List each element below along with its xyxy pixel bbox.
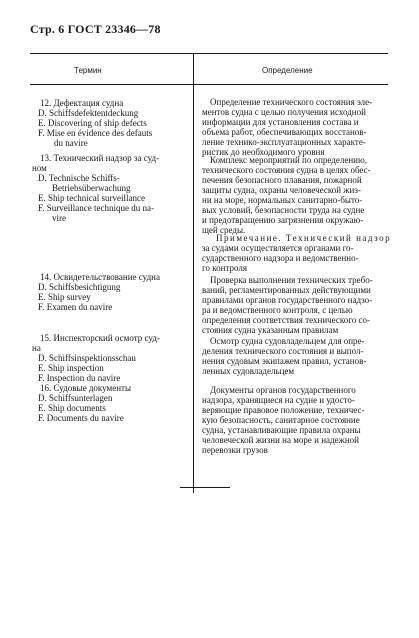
definition-line: определения соответствия технического со- <box>202 315 371 325</box>
term-14 <box>32 272 187 312</box>
term-line: 16. Судовые документы <box>40 383 132 393</box>
term-line: E. Ship technical surveillance <box>38 193 145 203</box>
definition-line: технического состояния судна в целях обес- <box>202 165 371 175</box>
term-line: D. Schiffsinspektionsschau <box>38 353 136 363</box>
definition-line: деления технического состояния и выпол- <box>202 346 364 356</box>
definition-line: вых условий, безопасности труда на судне <box>202 205 365 215</box>
term-line: D. Technische Schiffs- <box>38 173 120 183</box>
page-header: Стр. 6 ГОСТ 23346—78 <box>30 22 161 36</box>
definition-line: защиты судна, охраны человеческой жиз- <box>202 185 361 195</box>
note-line: за судами осуществляется органами го- <box>202 243 354 253</box>
definition-line: веряющие правовое положение, техничес- <box>202 405 365 415</box>
note-line: Примечание. Технический надзор <box>216 233 392 243</box>
table-header-row <box>30 53 388 85</box>
term-line: 12. Дефектация судна <box>40 98 124 108</box>
definition-line: Осмотр судна судовладельцем для опре- <box>210 336 365 346</box>
term-line: du navire <box>54 138 88 148</box>
definition-line: Комплекс мероприятий по определению, <box>210 155 367 165</box>
definition-line: судна, устанавливающие правила охраны <box>202 425 361 435</box>
definition-line: ни на море, нормальных санитарно-быто- <box>202 195 363 205</box>
definition-line: стояния судна указанным правилам <box>202 325 339 335</box>
term-line: на <box>32 343 41 353</box>
term-line: E. Ship inspection <box>38 363 104 373</box>
definition-line: Проверка выполнения технических требо- <box>210 275 373 285</box>
definition-line: информации для установления состава и <box>202 117 359 127</box>
term-line: F. Surveillance technique du na- <box>38 203 154 213</box>
column-divider <box>193 53 194 493</box>
column-header-definitions: Определение <box>262 66 313 75</box>
definition-13-note <box>202 233 392 273</box>
definition-line: нения судовым экипажем правил, установ- <box>202 356 367 366</box>
definition-line: надзора, хранящиеся на судне и удосто- <box>202 395 355 405</box>
note-line: го контроля <box>202 263 248 273</box>
definition-14 <box>202 275 384 335</box>
definition-line: ваний, регламентированных действующими <box>202 285 371 295</box>
term-line: 13. Технический надзор за суд- <box>40 153 160 163</box>
definition-line: ра и ведомственного контроля, с целью <box>202 305 353 315</box>
definition-line: печения безопасного плавания, пожарной <box>202 175 362 185</box>
definition-line: и предотвращению загрязнения окружаю- <box>202 215 364 225</box>
definition-line: ристик до необходимого уровня <box>202 147 325 157</box>
definition-line: щей среды. <box>202 225 246 235</box>
definition-13 <box>202 155 384 235</box>
term-line: vire <box>52 213 66 223</box>
definition-line: объема работ, обеспечивающих восстанов- <box>202 127 367 137</box>
term-line: ном <box>32 163 47 173</box>
term-line: E. Ship survey <box>38 292 91 302</box>
term-line: D. Schiffsdefektentdeckung <box>38 108 139 118</box>
term-line: D. Schiffsunterlagen <box>38 393 113 403</box>
column-header-terms: Термин <box>74 66 102 75</box>
definition-line: ление технико-эксплуатационных характе- <box>202 137 366 147</box>
term-line: 15. Инспекторский осмотр суд- <box>40 333 160 343</box>
term-line: F. Examen du navire <box>38 302 113 312</box>
definition-line: ментов судна с целью получения исходной <box>202 107 366 117</box>
term-line: 14. Освидетельствование судна <box>40 272 160 282</box>
definition-12 <box>202 97 384 157</box>
term-13 <box>32 153 187 223</box>
definition-line: перевозки грузов <box>202 445 268 455</box>
term-16 <box>32 383 187 423</box>
term-line: F. Inspection du navire <box>38 373 121 383</box>
definition-16 <box>202 385 384 455</box>
footer-rule <box>180 487 230 488</box>
definition-line: Определение технического состояния эле- <box>210 97 373 107</box>
term-line: D. Schiffsbesichtigung <box>38 282 121 292</box>
term-line: E. Ship documents <box>38 403 106 413</box>
term-line: F. Mise en évidence des defauts <box>38 128 153 138</box>
term-line: F. Documents du navire <box>38 413 124 423</box>
term-line: E. Discovering of ship defects <box>38 118 147 128</box>
term-line: Betriebsüberwachung <box>52 183 131 193</box>
note-line: сударственного надзора и ведомственно- <box>202 253 359 263</box>
term-12 <box>32 98 187 148</box>
definition-line: ленных судовладельцем <box>202 366 295 376</box>
definition-line: Документы органов государственного <box>210 385 356 395</box>
definition-15 <box>202 336 384 376</box>
definition-line: человеческой жизни на море и надежной <box>202 435 359 445</box>
definition-line: правилами органов государственного надзо- <box>202 295 373 305</box>
definition-line: кую безопасность, санитарное состояние <box>202 415 360 425</box>
term-15 <box>32 333 187 383</box>
